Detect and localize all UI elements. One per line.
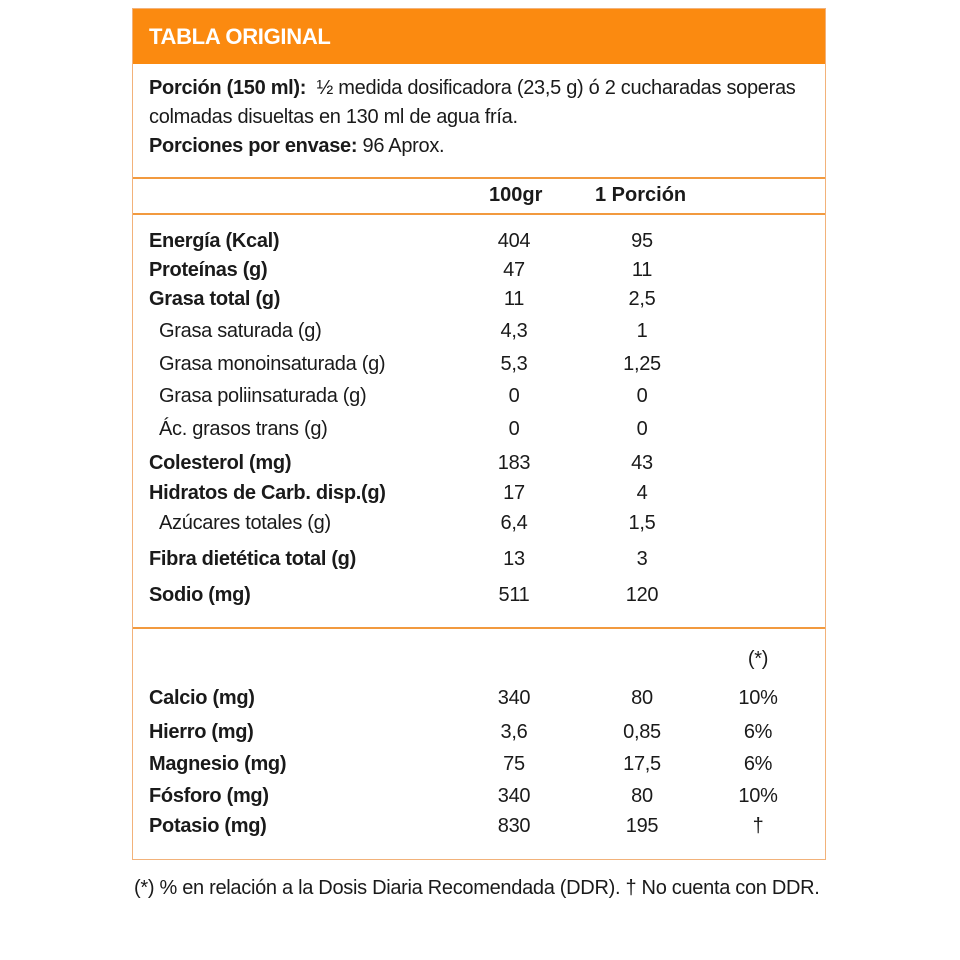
col-per-portion: 1 Porción: [595, 184, 687, 206]
value-portion: 0,85: [623, 721, 661, 743]
col-ddr: (*): [747, 648, 769, 670]
value-portion: 3: [636, 548, 648, 570]
value-per100: 340: [497, 785, 531, 807]
table-row: [133, 449, 825, 477]
table-row: [133, 382, 825, 410]
value-ddr: 6%: [743, 753, 773, 775]
table-row: [133, 479, 825, 507]
value-portion: 0: [636, 385, 648, 407]
col-per100: 100gr: [489, 184, 543, 206]
row-label: Calcio (mg): [149, 687, 255, 709]
value-per100: 5,3: [500, 353, 528, 375]
value-per100: 511: [498, 584, 530, 606]
row-label: Fibra dietética total (g): [149, 548, 356, 570]
row-label: Potasio (mg): [149, 815, 267, 837]
value-per100: 404: [497, 230, 531, 252]
value-per100: 75: [503, 753, 525, 775]
value-ddr: †: [752, 815, 764, 837]
section-divider: [133, 627, 825, 629]
value-ddr: 10%: [738, 687, 778, 709]
per-container-value: 96 Aprox.: [362, 135, 445, 157]
table-row: [133, 750, 825, 778]
row-label: Proteínas (g): [149, 259, 268, 281]
table-row: [133, 812, 825, 840]
value-portion: 1,5: [628, 512, 656, 534]
table-row: [133, 684, 825, 712]
value-portion: 0: [636, 418, 648, 440]
table-row: [133, 782, 825, 810]
portion-text: ½ medida dosificadora (23,5 g) ó 2 cucharadas soperas colmadas disueltas en 130 ml de agua fría.: [149, 77, 796, 128]
row-label: Azúcares totales (g): [159, 512, 331, 534]
value-per100: 0: [508, 418, 520, 440]
serving-info: [133, 64, 825, 179]
footnote: (*) % en relación a la Dosis Diaria Recomendada (DDR). † No cuenta con DDR.: [134, 877, 820, 899]
table-row: [133, 509, 825, 537]
value-portion: 11: [631, 259, 653, 281]
row-label: Sodio (mg): [149, 584, 251, 606]
value-portion: 95: [631, 230, 653, 252]
value-ddr: 10%: [738, 785, 778, 807]
value-ddr: 6%: [743, 721, 773, 743]
table-title: TABLA ORIGINAL: [133, 9, 825, 64]
row-label: Hierro (mg): [149, 721, 254, 743]
row-label: Grasa total (g): [149, 288, 281, 310]
row-label: Hidratos de Carb. disp.(g): [149, 482, 386, 504]
portion-label: Porción (150 ml):: [149, 77, 307, 99]
table-row: [133, 350, 825, 378]
value-portion: 195: [625, 815, 659, 837]
per-container-label: Porciones por envase:: [149, 135, 358, 157]
table-row: [133, 581, 825, 609]
value-portion: 80: [631, 687, 653, 709]
row-label: Grasa monoinsaturada (g): [159, 353, 386, 375]
row-label: Colesterol (mg): [149, 452, 292, 474]
value-portion: 120: [625, 584, 659, 606]
value-per100: 3,6: [500, 721, 528, 743]
table-row: [133, 415, 825, 443]
value-per100: 17: [503, 482, 525, 504]
row-label: Ác. grasos trans (g): [159, 418, 328, 440]
value-per100: 47: [503, 259, 525, 281]
value-portion: 43: [631, 452, 653, 474]
value-per100: 4,3: [500, 320, 528, 342]
value-portion: 4: [636, 482, 648, 504]
value-portion: 2,5: [628, 288, 656, 310]
table-row: [133, 285, 825, 313]
value-per100: 6,4: [500, 512, 528, 534]
value-portion: 1: [636, 320, 648, 342]
nutrition-table: [132, 8, 826, 860]
value-portion: 1,25: [623, 353, 661, 375]
table-row: [133, 256, 825, 284]
table-row: [133, 545, 825, 573]
row-label: Fósforo (mg): [149, 785, 269, 807]
value-per100: 340: [497, 687, 531, 709]
table-row: [133, 227, 825, 255]
value-per100: 0: [508, 385, 520, 407]
value-portion: 17,5: [623, 753, 661, 775]
table-row: [133, 317, 825, 345]
column-headers: [133, 179, 825, 215]
value-per100: 183: [497, 452, 531, 474]
value-per100: 830: [497, 815, 531, 837]
row-label: Energía (Kcal): [149, 230, 280, 252]
table-row: [133, 718, 825, 746]
value-portion: 80: [631, 785, 653, 807]
row-label: Grasa saturada (g): [159, 320, 322, 342]
row-label: Grasa poliinsaturada (g): [159, 385, 367, 407]
row-label: Magnesio (mg): [149, 753, 287, 775]
ddr-header-row: [133, 645, 825, 673]
value-per100: 11: [503, 288, 525, 310]
value-per100: 13: [503, 548, 525, 570]
